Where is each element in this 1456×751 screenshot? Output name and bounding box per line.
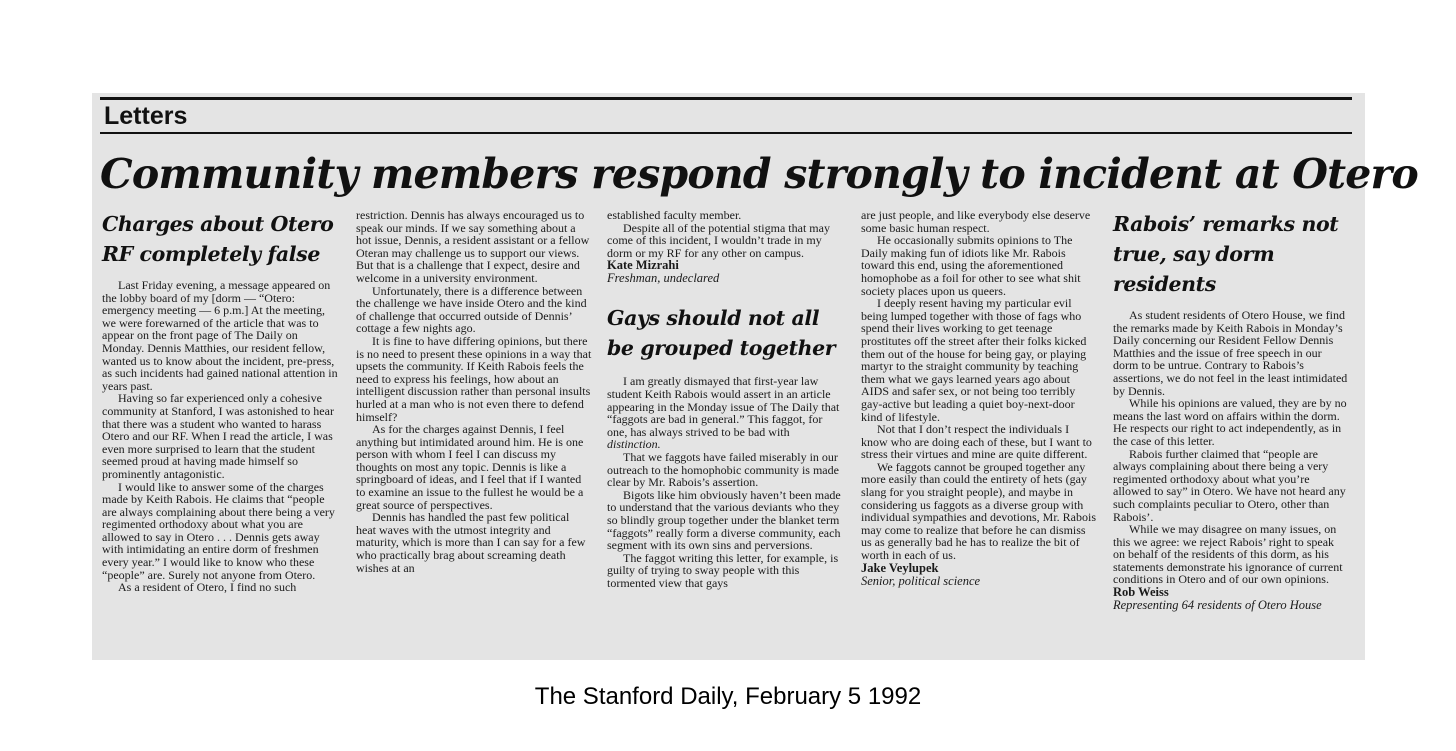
letter1-heading: Charges about Otero RF completely false bbox=[102, 212, 334, 266]
letter1-paragraph: restriction. Dennis has always encouraged us to speak our minds. If we say something about a hot issue, Dennis, a resident assistant or a fellow Oteran may challenge us to support our views. But that is a challenge that I expect, desire and welcome in a university environment. bbox=[356, 208, 590, 285]
letter2-paragraph: Not that I don’t respect the individuals I know who are doing each of these, but I want to stress their virtues and mine are quite different. bbox=[861, 422, 1092, 462]
letter1-paragraph: established faculty member. bbox=[607, 208, 742, 222]
letter2-paragraph: That we faggots have failed miserably in our outreach to the homophobic community is made clear by Mr. Rabois’s assertion. bbox=[607, 449, 839, 490]
letter2-author: Jake Veylupek bbox=[861, 560, 939, 575]
letter2-author-role: Senior, political science bbox=[861, 573, 981, 588]
letter3-author-role: Representing 64 residents of Otero House bbox=[1113, 598, 1322, 613]
column-5 bbox=[1113, 209, 1349, 612]
letter3-paragraph: Rabois further claimed that “people are always complaining about there being a very regimented orthodoxy about what you’re allowed to say” in Otero. We have not heard any such complaints peculiar to Otero, other than Rabois’. bbox=[1113, 446, 1346, 524]
letter3-paragraph: As student residents of Otero House, we find the remarks made by Keith Rabois in Monday’s Daily concerning our Resident Fellow Dennis Matthies and the issue of free speech in our dorm to be untrue. Contrary to Rabois’s assertions, we do not feel in the least intimidated by Dennis. bbox=[1113, 308, 1348, 398]
letter1-paragraph: Unfortunately, there is a difference between the challenge we have inside Otero and the kind of challenge that occurred outside of Dennis’ cottage a few nights ago. bbox=[356, 283, 587, 336]
letter2-paragraph bbox=[607, 375, 843, 451]
letter2-paragraph-text: I am greatly dismayed that first-year law student Keith Rabois would assert in an article appearing in the Monday issue of The Daily that “faggots are bad in general.” This faggot, for one, has always strived to be bad with bbox=[607, 374, 840, 439]
top-rule bbox=[100, 97, 1352, 100]
letter1-author-role: Freshman, undeclared bbox=[607, 271, 720, 286]
section-rule bbox=[100, 132, 1352, 134]
column-2 bbox=[356, 209, 592, 574]
section-label: Letters bbox=[104, 102, 188, 130]
letter1-paragraph: Dennis has handled the past few political heat waves with the utmost integrity and maturity, which is more than I can say for a few who practically brag about screaming death wishes at an bbox=[356, 510, 586, 575]
caption: The Stanford Daily, February 5 1992 bbox=[534, 683, 922, 710]
letter2-paragraph: are just people, and like everybody else deserve some basic human respect. bbox=[861, 208, 1091, 235]
column-1 bbox=[102, 209, 338, 594]
letter1-paragraph: I would like to answer some of the charges made by Keith Rabois. He claims that “people are always complaining about there being a very regimented orthodoxy about what you are allowed to say in Otero . . . Dennis gets away with intimidating an entire dorm of freshmen every year.” I would like to know who these “people” are. Surely not anyone from Otero. bbox=[102, 479, 335, 582]
letter1-author: Kate Mizrahi bbox=[607, 258, 679, 273]
column-3 bbox=[607, 209, 843, 589]
letter1-paragraph: It is fine to have differing opinions, but there is no need to present these opinions in a way that upsets the community. If Keith Rabois feels the need to express his feelings, how about an intelligent discussion rather than personal insults hurled at a man who is not even there to defend himself? bbox=[356, 333, 592, 424]
headline: Community members respond strongly to incident at Otero bbox=[100, 150, 1418, 198]
letter2-paragraph: Bigots like him obviously haven’t been made to understand that the various deviants who they so blindly group together under the blanket term “faggots” really form a diverse community, each segment with its own sins and perversions. bbox=[607, 487, 841, 553]
letter3-paragraph: While we may disagree on many issues, on this we agree: we reject Rabois’ right to speak on behalf of the residents of this dorm, as his statements demonstrate his ignorance of current conditions in Otero and of our own opinions. bbox=[1113, 522, 1343, 587]
letter2-heading: Gays should not all be grouped together bbox=[607, 306, 836, 361]
letter1-paragraph: As for the charges against Dennis, I feel anything but intimidated around him. He is one person with whom I feel I can discuss my thoughts on most any topic. Dennis is like a springboard of ideas, and I feel that if I wanted to examine an issue to the fullest he would be a great source of perspectives. bbox=[356, 422, 584, 512]
letter3-paragraph: While his opinions are valued, they are by no means the last word on affairs within the dorm. He respects our right to act independently, as in the case of this letter. bbox=[1113, 396, 1347, 448]
letter1-paragraph: Despite all of the potential stigma that may come of this incident, I wouldn’t trade in my dorm or my RF for any other on campus. bbox=[607, 220, 830, 260]
letter1-paragraph: As a resident of Otero, I find no such bbox=[118, 580, 297, 595]
letter2-paragraph: He occasionally submits opinions to The Daily making fun of idiots like Mr. Rabois toward this end, using the aforementioned homophobe as a foil for other to see what shit society places upon us queers. bbox=[861, 233, 1081, 298]
letter3-author: Rob Weiss bbox=[1113, 585, 1169, 600]
letter1-paragraph: Having so far experienced only a cohesive community at Stanford, I was astonished to hear that there was a student who wanted to harass Otero and our RF. When I read the article, I was even more surprised to learn that the student seemed proud at having made himself so prominently antagonistic. bbox=[102, 391, 334, 481]
letter2-paragraph: The faggot writing this letter, for example, is guilty of trying to sway people with this tormented view that gays bbox=[607, 550, 839, 590]
letter2-paragraph: I deeply resent having my particular evil being lumped together with those of fags who spend their lives working to get teenage prostitutes off the street after their folks kicked them out of the house for being gay, or playing martyr to the straight community by teaching them what we gays learned years ago about AIDS and safer sex, or not being too terribly gay-active but leading a quiet boy-next-door kind of lifestyle. bbox=[861, 296, 1087, 424]
column-4 bbox=[861, 209, 1097, 588]
letter1-paragraph: Last Friday evening, a message appeared on the lobby board of my [dorm — “Otero: emergency meeting — 6 p.m.] At the meeting, we were forewarned of the article that was to appear on the front page of The Daily on Monday. Dennis Matthies, our resident fellow, wanted us to know about the incident, pre-press, as such incidents had gained national attention in years past. bbox=[102, 278, 338, 393]
letter2-paragraph: We faggots cannot be grouped together any more easily than could the entirety of hets (gay slang for you straight people), and maybe in considering us faggots as a diverse group with individual sympathies and devotions, Mr. Rabois may come to realize that before he can dismiss us as generally bad he has to realize the bit of worth in each of us. bbox=[861, 459, 1096, 563]
letter2-emphasis: distinction. bbox=[607, 437, 661, 452]
letter3-heading: Rabois’ remarks not true, say dorm residents bbox=[1113, 212, 1339, 296]
